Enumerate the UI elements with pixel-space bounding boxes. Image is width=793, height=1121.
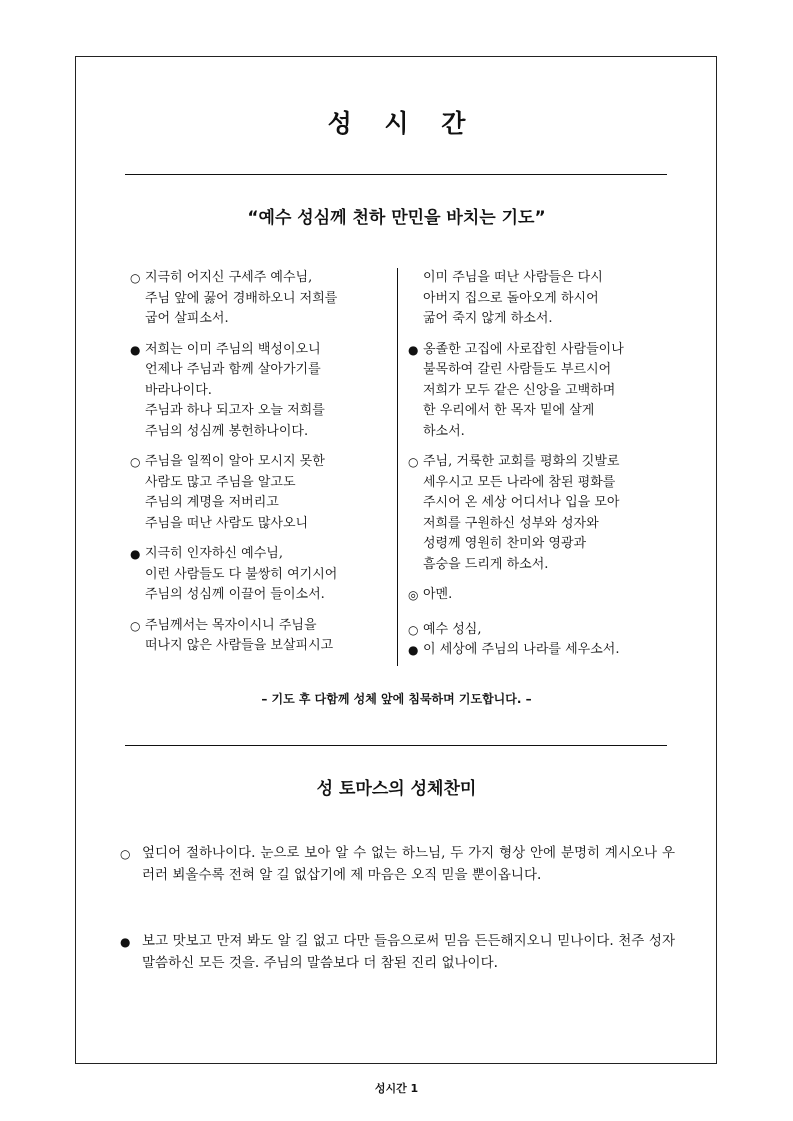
prayer-stanza	[408, 452, 670, 575]
hollow-circle-icon	[408, 452, 418, 473]
prayer-stanza	[408, 640, 670, 661]
prayer-stanza	[130, 340, 392, 443]
prayer-line: 주님의 계명을 저버리고	[145, 495, 279, 510]
hymn-paragraph-text: 엎디어 절하나이다. 눈으로 보아 알 수 없는 하느님, 두 가지 형상 안에 분명히 계시오나 우러러 뵈올수록 전혀 알 길 없삽기에 제 마음은 오직 믿을 뿐이옵니다.	[142, 845, 675, 883]
prayer-line: 굶어 죽지 않게 하소서.	[423, 311, 553, 326]
prayer-line: 지극히 인자하신 예수님,	[145, 546, 283, 561]
hollow-circle-icon	[130, 616, 140, 637]
prayer-stanza	[130, 268, 392, 330]
prayer-line: 이미 주님을 떠난 사람들은 다시	[423, 270, 603, 285]
filled-circle-icon	[130, 544, 140, 565]
prayer-line: 주님의 성심께 봉헌하나이다.	[145, 423, 309, 439]
hollow-circle-icon	[130, 452, 140, 473]
prayer-title: “예수 성심께 천하 만민을 바치는 기도”	[247, 208, 546, 228]
hymn-paragraph	[120, 842, 675, 886]
prayer-line: 이런 사람들도 다 불쌍히 여기시어	[145, 566, 338, 582]
prayer-line: 예수 성심,	[423, 621, 482, 637]
prayer-line: 옹졸한 고집에 사로잡힌 사람들이나	[423, 341, 624, 357]
prayer-line: 한 우리에서 한 목자 밑에 살게	[423, 403, 595, 418]
prayer-line: 아버지 집으로 돌아오게 하시어	[423, 290, 599, 306]
hollow-circle-icon	[408, 620, 418, 641]
filled-circle-icon	[130, 340, 140, 361]
filled-circle-icon	[120, 931, 130, 953]
prayer-line: 저희를 구원하신 성부와 성자와	[423, 515, 599, 531]
divider-middle	[125, 745, 667, 746]
prayer-line: 주시어 온 세상 어디서나 입을 모아	[423, 495, 620, 510]
prayer-line: 주님께서는 목자이시니 주님을	[145, 617, 317, 633]
prayer-line: 주님, 거룩한 교회를 평화의 깃발로	[423, 454, 620, 469]
prayer-line: 굽어 살피소서.	[145, 311, 229, 326]
hymn-title: 성 토마스의 성체찬미	[316, 779, 477, 799]
divider-top	[125, 174, 667, 175]
prayer-line: 바라나이다.	[145, 382, 212, 398]
prayer-line: 성령께 영원히 찬미와 영광과	[423, 536, 587, 551]
hymn-paragraph-text: 보고 맛보고 만져 봐도 알 길 없고 다만 들음으로써 믿음 든든해지오니 믿나이다. 천주 성자 말씀하신 모든 것을. 주님의 말씀보다 더 참된 진리 없나이다.	[142, 933, 675, 971]
prayer-right-column	[408, 268, 670, 661]
prayer-line: 주님 앞에 꿇어 경배하오니 저희를	[145, 290, 338, 306]
prayer-stanza	[130, 452, 392, 534]
filled-circle-icon	[408, 340, 418, 361]
prayer-line: 세우시고 모든 나라에 참된 평화를	[423, 474, 616, 490]
double-circle-icon	[408, 585, 418, 606]
page-footer: 성시간 1	[374, 1082, 419, 1095]
prayer-line: 지극히 어지신 구세주 예수님,	[145, 270, 313, 285]
prayer-line: 사람도 많고 주님을 알고도	[145, 474, 296, 490]
prayer-stanza	[130, 616, 392, 657]
prayer-line: 저희는 이미 주님의 백성이오니	[145, 341, 321, 357]
prayer-line: 떠나지 않은 사람들을 보살피시고	[145, 638, 334, 653]
column-divider	[397, 268, 398, 666]
prayer-line: 주님을 떠난 사람도 많사오니	[145, 515, 309, 531]
prayer-line: 주님의 성심께 이끌어 들이소서.	[145, 587, 325, 602]
prayer-line: 불목하여 갈린 사람들도 부르시어	[423, 362, 612, 377]
prayer-line: 저희가 모두 같은 신앙을 고백하며	[423, 382, 616, 398]
filled-circle-icon	[408, 640, 418, 661]
prayer-line: 흠숭을 드리게 하소서.	[423, 556, 549, 572]
prayer-left-column	[130, 268, 392, 667]
prayer-stanza	[408, 340, 670, 443]
prayer-note: – 기도 후 다함께 성체 앞에 침묵하며 기도합니다. –	[261, 692, 532, 706]
prayer-line: 언제나 주님과 함께 살아가기를	[145, 362, 321, 377]
page-title: 성 시 간	[327, 109, 478, 138]
prayer-line: 이 세상에 주님의 나라를 세우소서.	[423, 642, 620, 657]
prayer-line: 주님을 일찍이 알아 모시지 못한	[145, 454, 325, 469]
prayer-stanza	[408, 585, 670, 606]
prayer-stanza	[408, 620, 670, 641]
prayer-stanza	[130, 544, 392, 606]
prayer-line: 하소서.	[423, 423, 465, 439]
hollow-circle-icon	[120, 843, 130, 865]
hollow-circle-icon	[130, 268, 140, 289]
prayer-line: 아멘.	[423, 587, 453, 602]
prayer-line: 주님과 하나 되고자 오늘 저희를	[145, 403, 325, 418]
hymn-paragraph	[120, 930, 675, 974]
prayer-stanza	[408, 268, 670, 330]
